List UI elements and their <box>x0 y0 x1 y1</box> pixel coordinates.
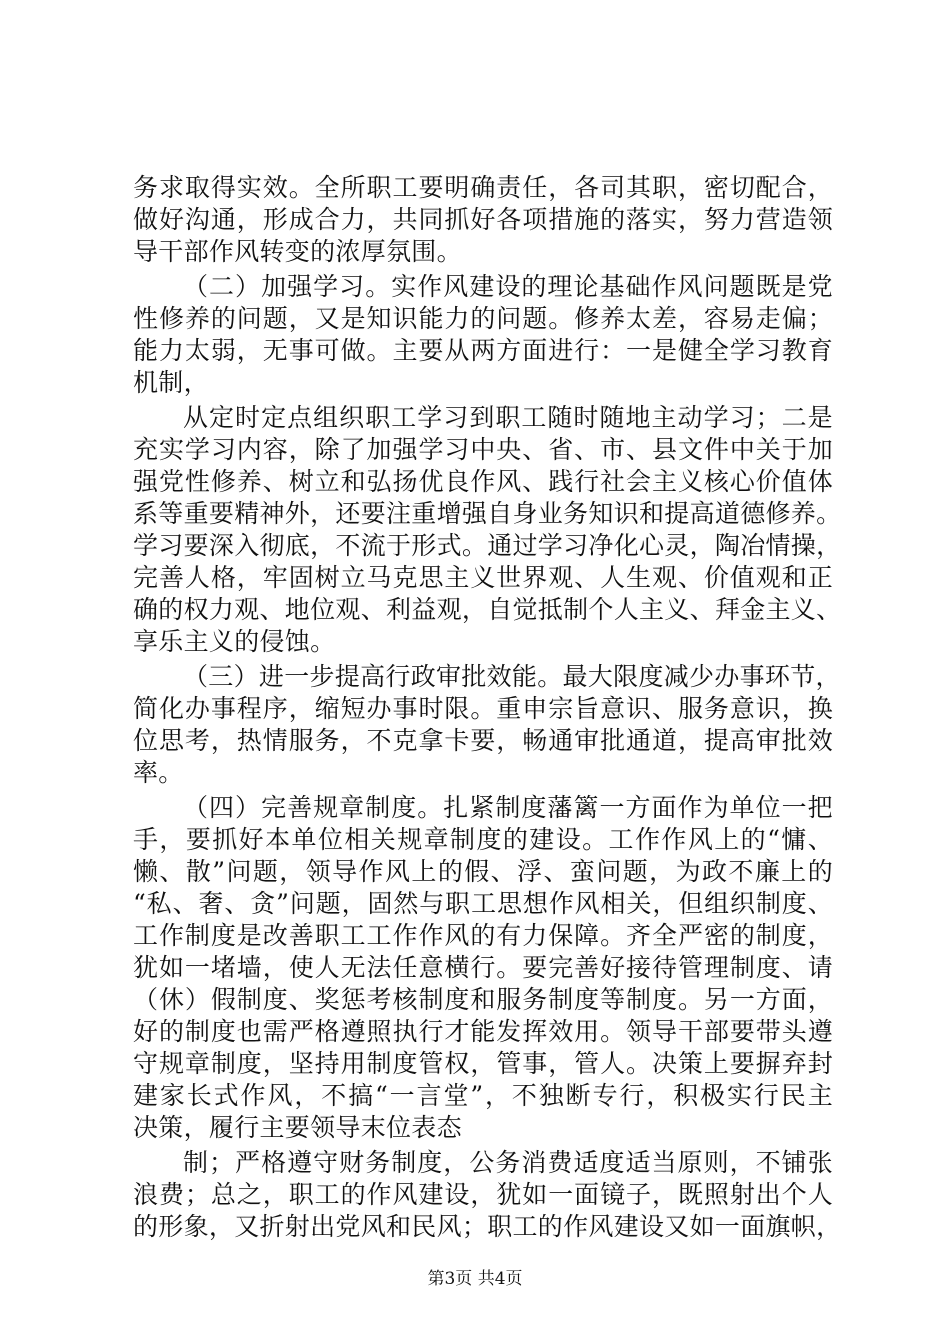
text-line: 务求取得实效。全所职工要明确责任，各司其职，密切配合， <box>133 173 833 202</box>
text-line: 性修养的问题，又是知识能力的问题。修养太差，容易走偏； <box>133 304 833 333</box>
text-line: 简化办事程序，缩短办事时限。重申宗旨意识、服务意识，换 <box>133 694 833 723</box>
text-line: 能力太弱，无事可做。主要从两方面进行：一是健全学习教育 <box>133 336 833 365</box>
text-line: 守规章制度，坚持用制度管权，管事，管人。决策上要摒弃封 <box>133 1049 833 1078</box>
text-line: 强党性修养、树立和弘扬优良作风、践行社会主义核心价值体 <box>133 467 833 496</box>
text-line: 充实学习内容，除了加强学习中央、省、市、县文件中关于加 <box>133 435 833 464</box>
text-line: 建家长式作风，不搞“一言堂”，不独断专行，积极实行民主 <box>133 1081 833 1110</box>
text-line: 机制， <box>133 368 209 397</box>
text-line: 决策，履行主要领导末位表态 <box>133 1113 462 1142</box>
text-line: 学习要深入彻底，不流于形式。通过学习净化心灵，陶冶情操， <box>133 531 842 560</box>
text-line: 好的制度也需严格遵照执行才能发挥效用。领导干部要带头遵 <box>133 1017 833 1046</box>
paragraph-heading-3: （三）进一步提高行政审批效能。最大限度减少办事环节， <box>183 662 841 691</box>
text-line: 手，要抓好本单位相关规章制度的建设。工作作风上的“慵、 <box>133 825 833 854</box>
text-line: 率。 <box>133 758 184 787</box>
text-line: 从定时定点组织职工学习到职工随时随地主动学习；二是 <box>183 403 833 432</box>
text-line: 犹如一堵墙，使人无法任意横行。要完善好接待管理制度、请 <box>133 953 833 982</box>
text-line: 位思考，热情服务，不克拿卡要，畅通审批通道，提高审批效 <box>133 726 833 755</box>
paragraph-heading-4: （四）完善规章制度。扎紧制度藩篱一方面作为单位一把 <box>183 793 833 822</box>
text-line: （休）假制度、奖惩考核制度和服务制度等制度。另一方面， <box>133 985 833 1014</box>
text-line: 做好沟通，形成合力，共同抓好各项措施的落实，努力营造领 <box>133 205 833 234</box>
text-line: 制；严格遵守财务制度，公务消费适度适当原则，不铺张 <box>183 1148 833 1177</box>
text-line: 完善人格，牢固树立马克思主义世界观、人生观、价值观和正 <box>133 563 833 592</box>
text-line: 浪费；总之，职工的作风建设，犹如一面镜子，既照射出个人 <box>133 1180 833 1209</box>
text-line: 享乐主义的侵蚀。 <box>133 627 336 656</box>
paragraph-heading-2: （二）加强学习。实作风建设的理论基础作风问题既是党 <box>183 272 833 301</box>
text-line: 的形象，又折射出党风和民风；职工的作风建设又如一面旗帜， <box>133 1212 842 1241</box>
text-line: 导干部作风转变的浓厚氛围。 <box>133 237 462 266</box>
text-line: 确的权力观、地位观、利益观，自觉抵制个人主义、拜金主义、 <box>133 595 842 624</box>
text-line: 系等重要精神外，还要注重增强自身业务知识和提高道德修养。 <box>133 499 842 528</box>
text-line: “私、奢、贪”问题，固然与职工思想作风相关，但组织制度、 <box>133 889 833 918</box>
page-footer: 第3页 共4页 <box>427 1269 523 1289</box>
body-text <box>133 172 842 1243</box>
text-line: 懒、散”问题，领导作风上的假、浮、蛮问题，为政不廉上的 <box>133 857 833 886</box>
text-line: 工作制度是改善职工工作作风的有力保障。齐全严密的制度， <box>133 921 833 950</box>
